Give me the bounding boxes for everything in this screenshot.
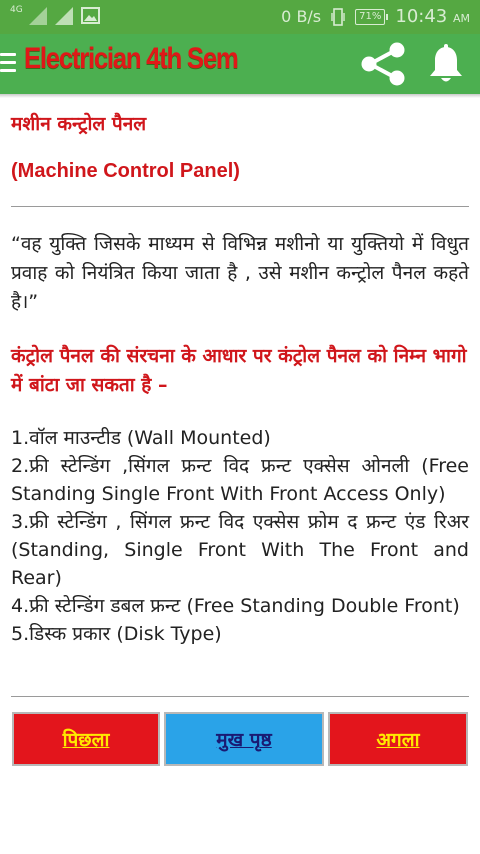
share-icon[interactable]	[360, 42, 406, 86]
signal-icon	[29, 7, 49, 25]
image-icon	[81, 7, 101, 25]
app-bar-shadow	[0, 94, 480, 98]
section-heading: कंट्रोल पैनल की संरचना के आधार पर कंट्रोल पैनल को निम्न भागो में बांटा जा सकता है –	[11, 345, 467, 396]
heading-hindi: मशीन कन्ट्रोल पैनल	[11, 113, 147, 135]
definition-quote: “वह युक्ति जिसके माध्यम से विभिन्न मशीनो या युक्तियो में विधुत प्रवाह को नियंत्रित किया जाता है , उसे मशीन कन्ट्रोल पैनल कहते है।”	[11, 233, 469, 313]
vibrate-icon	[331, 8, 345, 26]
panel-types-list	[11, 424, 469, 648]
data-speed: 0 B/s	[281, 7, 322, 26]
battery-icon: 71%	[355, 9, 385, 25]
status-left	[10, 7, 101, 25]
signal-icon-2	[55, 7, 75, 25]
heading-english: (Machine Control Panel)	[11, 160, 240, 182]
status-right	[281, 6, 470, 27]
bell-icon[interactable]	[426, 43, 466, 85]
menu-icon[interactable]	[0, 53, 18, 75]
home-button[interactable]: मुख पृष्ठ	[164, 712, 324, 766]
status-bar	[0, 0, 480, 34]
clock-ampm: AM	[452, 12, 470, 25]
page-navigation	[12, 712, 468, 766]
app-bar	[0, 34, 480, 94]
list-item: 4.फ्री स्टेन्डिंग डबल फ्रन्ट (Free Standing Double Front)	[11, 595, 460, 617]
app-title: Electrician 4th Sem	[24, 42, 238, 75]
list-item: 2.फ्री स्टेन्डिंग ,सिंगल फ्रन्ट विद फ्रन्ट एक्सेस ओनली (Free Standing Single Front With Front Access Only)	[11, 455, 469, 505]
clock	[395, 6, 470, 27]
divider	[11, 696, 469, 697]
list-item: 5.डिस्क प्रकार (Disk Type)	[11, 623, 222, 645]
clock-time: 10:43	[395, 6, 448, 27]
network-type: 4G	[10, 5, 23, 15]
list-item: 1.वॉल माउन्टीड (Wall Mounted)	[11, 427, 271, 449]
divider	[11, 206, 469, 207]
next-button[interactable]: अगला	[328, 712, 468, 766]
previous-button[interactable]: पिछला	[12, 712, 160, 766]
list-item: 3.फ्री स्टेन्डिंग , सिंगल फ्रन्ट विद एक्सेस फ्रोम द फ्रन्ट एंड रिअर (Standing, Single Front With The Front and Rear)	[11, 511, 469, 589]
